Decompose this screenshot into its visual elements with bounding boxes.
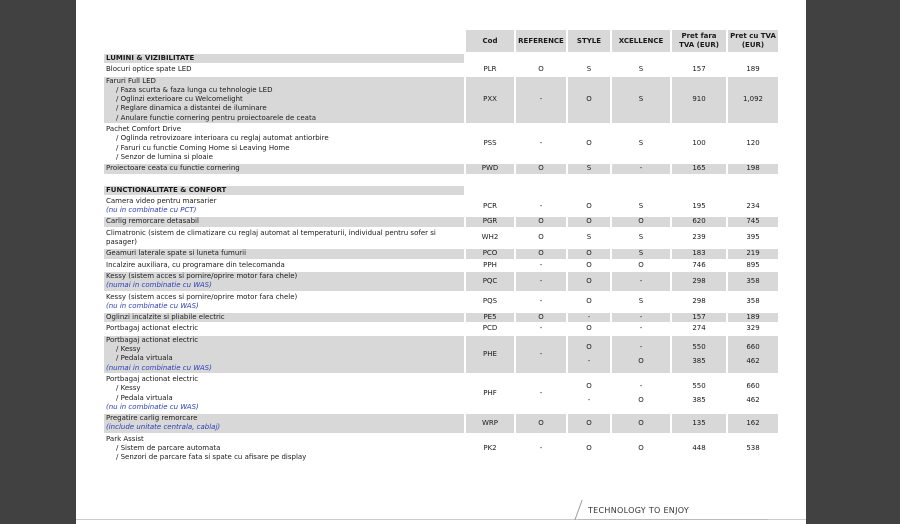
col-style: STYLE: [566, 30, 610, 52]
section-header: [104, 186, 778, 195]
price-list-page: [76, 0, 806, 524]
col-cod: Cod: [464, 30, 514, 52]
table-row: Camera video pentru marsarier (nu in combinatie cu PCT) PCR - O S 195 234: [104, 197, 778, 216]
table-row: Portbagaj actionat electric / Kessy / Pedala virtuala (nu in combinatie cu WAS) PHF - O - - O 550 385 660 462: [104, 375, 778, 412]
section-title: FUNCTIONALITATE & CONFORT: [104, 186, 464, 195]
footer-tagline: [578, 500, 778, 522]
table-row: Portbagaj actionat electric PCD - O - 274 329: [104, 324, 778, 333]
table-row: Faruri Full LED / Faza scurta & faza lunga cu tehnologie LED / Oglinzi exterioare cu Welcomelight / Reglare dinamica a distantei de iluminare / Anulare functie cornering pentru proiectoarele de ceata PXX - O S 910 1,092: [104, 77, 778, 123]
divider: [578, 519, 768, 520]
tagline-text: TECHNOLOGY TO ENJOY: [588, 506, 690, 515]
table-row: Geamuri laterale spate si luneta fumurii PCO O O S 183 219: [104, 249, 778, 258]
col-pret-fara-tva: Pret fara TVA (EUR): [670, 30, 726, 52]
col-pret-cu-tva: Pret cu TVA (EUR): [726, 30, 778, 52]
table-row: Kessy (sistem acces si pornire/oprire motor fara chele) (numai in combinatie cu WAS) PQC - O - 298 358: [104, 272, 778, 291]
table-row: Kessy (sistem acces si pornire/oprire motor fara chele) (nu in combinatie cu WAS) PQS - O S 298 358: [104, 293, 778, 312]
col-reference: REFERENCE: [514, 30, 566, 52]
table-row: Blocuri optice spate LED PLR O S S 157 189: [104, 65, 778, 74]
table-row: Portbagaj actionat electric / Kessy / Pedala virtuala (numai in combinatie cu WAS) PHE - O - - O 550 385 660 462: [104, 336, 778, 373]
options-table: [104, 28, 778, 465]
section-title: LUMINI & VIZIBILITATE: [104, 54, 464, 63]
table-row: Pregatire carlig remorcare (include unitate centrala, cablaj) WRP O O O 135 162: [104, 414, 778, 433]
table-row: Park Assist / Sistem de parcare automata / Senzori de parcare fata si spate cu afisare pe display PK2 - O O 448 538: [104, 435, 778, 463]
table-row: Proiectoare ceata cu functie cornering PWD O S - 165 198: [104, 164, 778, 173]
table-row: Oglinzi incalzite si pliabile electric PE5 O - - 157 189: [104, 313, 778, 322]
table-row: Pachet Comfort Drive / Oglinda retrovizoare interioara cu reglaj automat antiorbire / Faruri cu functie Coming Home si Leaving Home / Senzor de lumina si ploaie PSS - O S 100 120: [104, 125, 778, 162]
table-row: Incalzire auxiliara, cu programare din telecomanda PPH - O O 746 895: [104, 261, 778, 270]
col-xcellence: XCELLENCE: [610, 30, 670, 52]
table-header: [104, 30, 778, 52]
section-header: [104, 54, 778, 63]
table-row: Climatronic (sistem de climatizare cu reglaj automat al temperaturii, individual pentru sofer si pasager) WH2 O S S 239 395: [104, 229, 778, 248]
options-table-wrap: [104, 28, 846, 465]
table-row: Carlig remorcare detasabil PGR O O O 620 745: [104, 217, 778, 226]
